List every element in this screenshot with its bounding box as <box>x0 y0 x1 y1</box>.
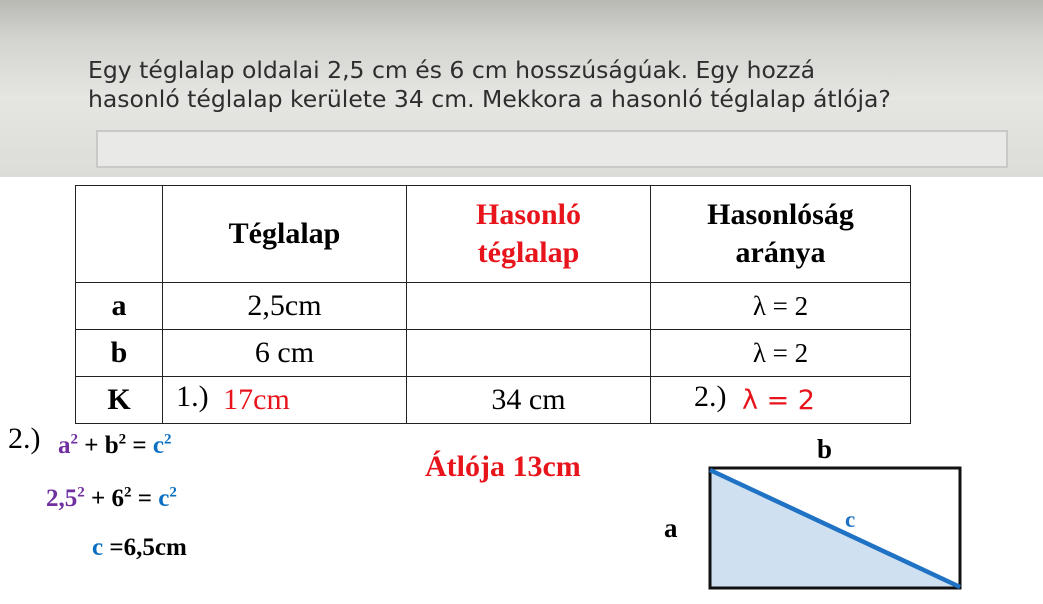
row-label-b: b <box>76 330 163 377</box>
question-text <box>88 56 1038 114</box>
table-row <box>76 283 911 330</box>
pythagoras-formula: $a^2 + b^2 = c^2$ <box>58 431 172 459</box>
cell-b-teglalap: 6 cm <box>163 330 407 377</box>
answer-input[interactable] <box>96 130 1008 168</box>
cell-k-arany <box>651 377 911 424</box>
question-line-1: Egy téglalap oldalai 2,5 cm és 6 cm hosszúságúak. Egy hozzá <box>88 56 816 84</box>
row-label-a: a <box>76 283 163 330</box>
table-row <box>76 377 911 424</box>
table-row <box>76 330 911 377</box>
cell-a-teglalap: 2,5cm <box>163 283 407 330</box>
header-hasonlosag-aranya: Hasonlóság aránya <box>651 186 911 283</box>
cell-a-hasonlo <box>407 283 651 330</box>
rectangle-diagram <box>650 425 970 600</box>
cell-b-hasonlo <box>407 330 651 377</box>
diagonal-result-original: c =6,5cm <box>92 534 187 561</box>
row-label-k: K <box>76 377 163 424</box>
solution-step-label: 2.) <box>8 422 41 455</box>
k-teglalap-value: 17cm <box>223 383 290 416</box>
table-header-row <box>76 186 911 283</box>
similar-diagonal-result: Átlója 13cm <box>425 450 581 483</box>
diagonal-label-c: c <box>845 507 856 532</box>
cell-a-arany: λ = 2 <box>651 283 911 330</box>
header-teglalap: Téglalap <box>163 186 407 283</box>
pythagoras-substitution: $2,5^2 + 6^2 = c^2$ <box>46 484 177 512</box>
cell-k-hasonlo: 34 cm <box>407 377 651 424</box>
similarity-table <box>75 185 911 424</box>
side-label-b: b <box>817 434 833 464</box>
step-2-label: 2.) <box>694 380 727 413</box>
side-label-a: a <box>664 513 678 543</box>
header-empty <box>76 186 163 283</box>
header-hasonlo-teglalap: Hasonló téglalap <box>407 186 651 283</box>
question-line-2: hasonló téglalap kerülete 34 cm. Mekkora a hasonló téglalap átlója? <box>88 85 891 113</box>
cell-b-arany: λ = 2 <box>651 330 911 377</box>
cell-k-teglalap <box>163 377 407 424</box>
task-screenshot <box>0 0 1043 177</box>
step-1-label: 1.) <box>176 380 209 413</box>
k-arany-value: λ = 2 <box>742 385 815 416</box>
